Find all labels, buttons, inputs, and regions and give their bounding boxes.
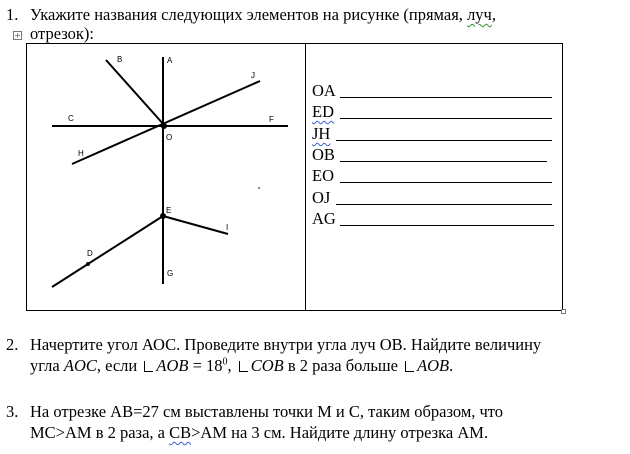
line-BO	[106, 60, 165, 126]
task3-line2-b: >АМ на 3 см. Найдите длину отрезка АМ.	[191, 423, 489, 442]
task3-text-line1: На отрезке АВ=27 см выставлены точки М и С, таким образом, что	[30, 402, 504, 421]
task1-line1-end: ,	[491, 5, 496, 24]
degree-sup: 0	[222, 356, 228, 368]
angle-symbol-icon	[239, 361, 248, 372]
table-divider	[305, 44, 306, 310]
label-I: I	[226, 223, 229, 232]
line-ED	[52, 216, 163, 287]
task1-text-line2: отрезок):	[30, 24, 94, 43]
label-A: A	[167, 56, 173, 65]
task2-text-line1: Начертите угол АОС. Проведите внутри угла луч ОВ. Найдите величину	[30, 335, 542, 354]
answer-label: AG	[312, 209, 336, 228]
answer-row	[312, 102, 334, 122]
task1-text-line1	[30, 5, 496, 25]
label-F: F	[269, 115, 274, 124]
answer-blank[interactable]	[340, 118, 552, 119]
angle-symbol-icon	[144, 361, 153, 372]
answer-row	[312, 124, 330, 144]
answer-blank[interactable]	[340, 97, 552, 98]
stray-dot	[258, 187, 260, 189]
task1-line1-word: луч	[467, 5, 492, 24]
label-J: J	[251, 71, 255, 80]
task2-line2-a: угла	[30, 356, 60, 375]
answer-blank[interactable]	[336, 140, 552, 141]
answer-label: OB	[312, 145, 335, 164]
answer-label: JH	[312, 124, 331, 143]
point-O	[161, 123, 167, 129]
answer-blank[interactable]	[340, 225, 554, 226]
answer-blank[interactable]	[340, 182, 552, 183]
label-G: G	[167, 269, 174, 278]
geometry-figure	[26, 43, 304, 311]
table-move-handle-icon[interactable]: +	[14, 31, 21, 40]
angle-var-aob-2: AOB	[417, 356, 450, 375]
point-D	[86, 262, 90, 266]
answer-blank[interactable]	[336, 204, 552, 205]
label-D: D	[87, 249, 93, 258]
answer-row	[312, 81, 336, 101]
label-E: E	[166, 206, 172, 215]
task2-text-line2	[30, 356, 453, 376]
label-C: C	[68, 114, 74, 123]
angle-var-aob: AOB	[156, 356, 189, 375]
task2-line2-d: ,	[227, 356, 232, 375]
task2-line2-c: = 18	[188, 356, 223, 375]
answer-label: OA	[312, 81, 336, 100]
table-resize-handle[interactable]	[561, 309, 566, 314]
label-B: B	[117, 55, 123, 64]
line-JH	[72, 81, 260, 164]
task3-number: 3.	[6, 402, 19, 421]
task1-line1-text: Укажите названия следующих элементов на рисунке (прямая,	[30, 5, 468, 24]
answer-blank[interactable]	[340, 161, 547, 162]
label-O: O	[166, 133, 173, 142]
answer-row	[312, 145, 335, 165]
answer-row	[312, 209, 336, 229]
answer-label: EO	[312, 166, 334, 185]
task2-line2-f: .	[449, 356, 454, 375]
angle-symbol-icon	[405, 361, 414, 372]
task3-text-line2	[30, 423, 488, 443]
line-EI	[163, 216, 228, 234]
task2-line2-e: в 2 раза больше	[283, 356, 398, 375]
task3-line2-word: СВ	[169, 423, 192, 442]
angle-var-aoc: AOC	[63, 356, 97, 375]
label-H: H	[78, 149, 84, 158]
angle-var-cob: COB	[250, 356, 284, 375]
answer-row	[312, 166, 334, 186]
task2-line2-b: , если	[96, 356, 138, 375]
answer-row	[312, 188, 330, 208]
answer-label: OJ	[312, 188, 331, 207]
task3-line2-a: МС>АМ в 2 раза, а	[30, 423, 170, 442]
task1-number: 1.	[6, 5, 19, 24]
task2-number: 2.	[6, 335, 19, 354]
answer-label: ED	[312, 102, 334, 121]
